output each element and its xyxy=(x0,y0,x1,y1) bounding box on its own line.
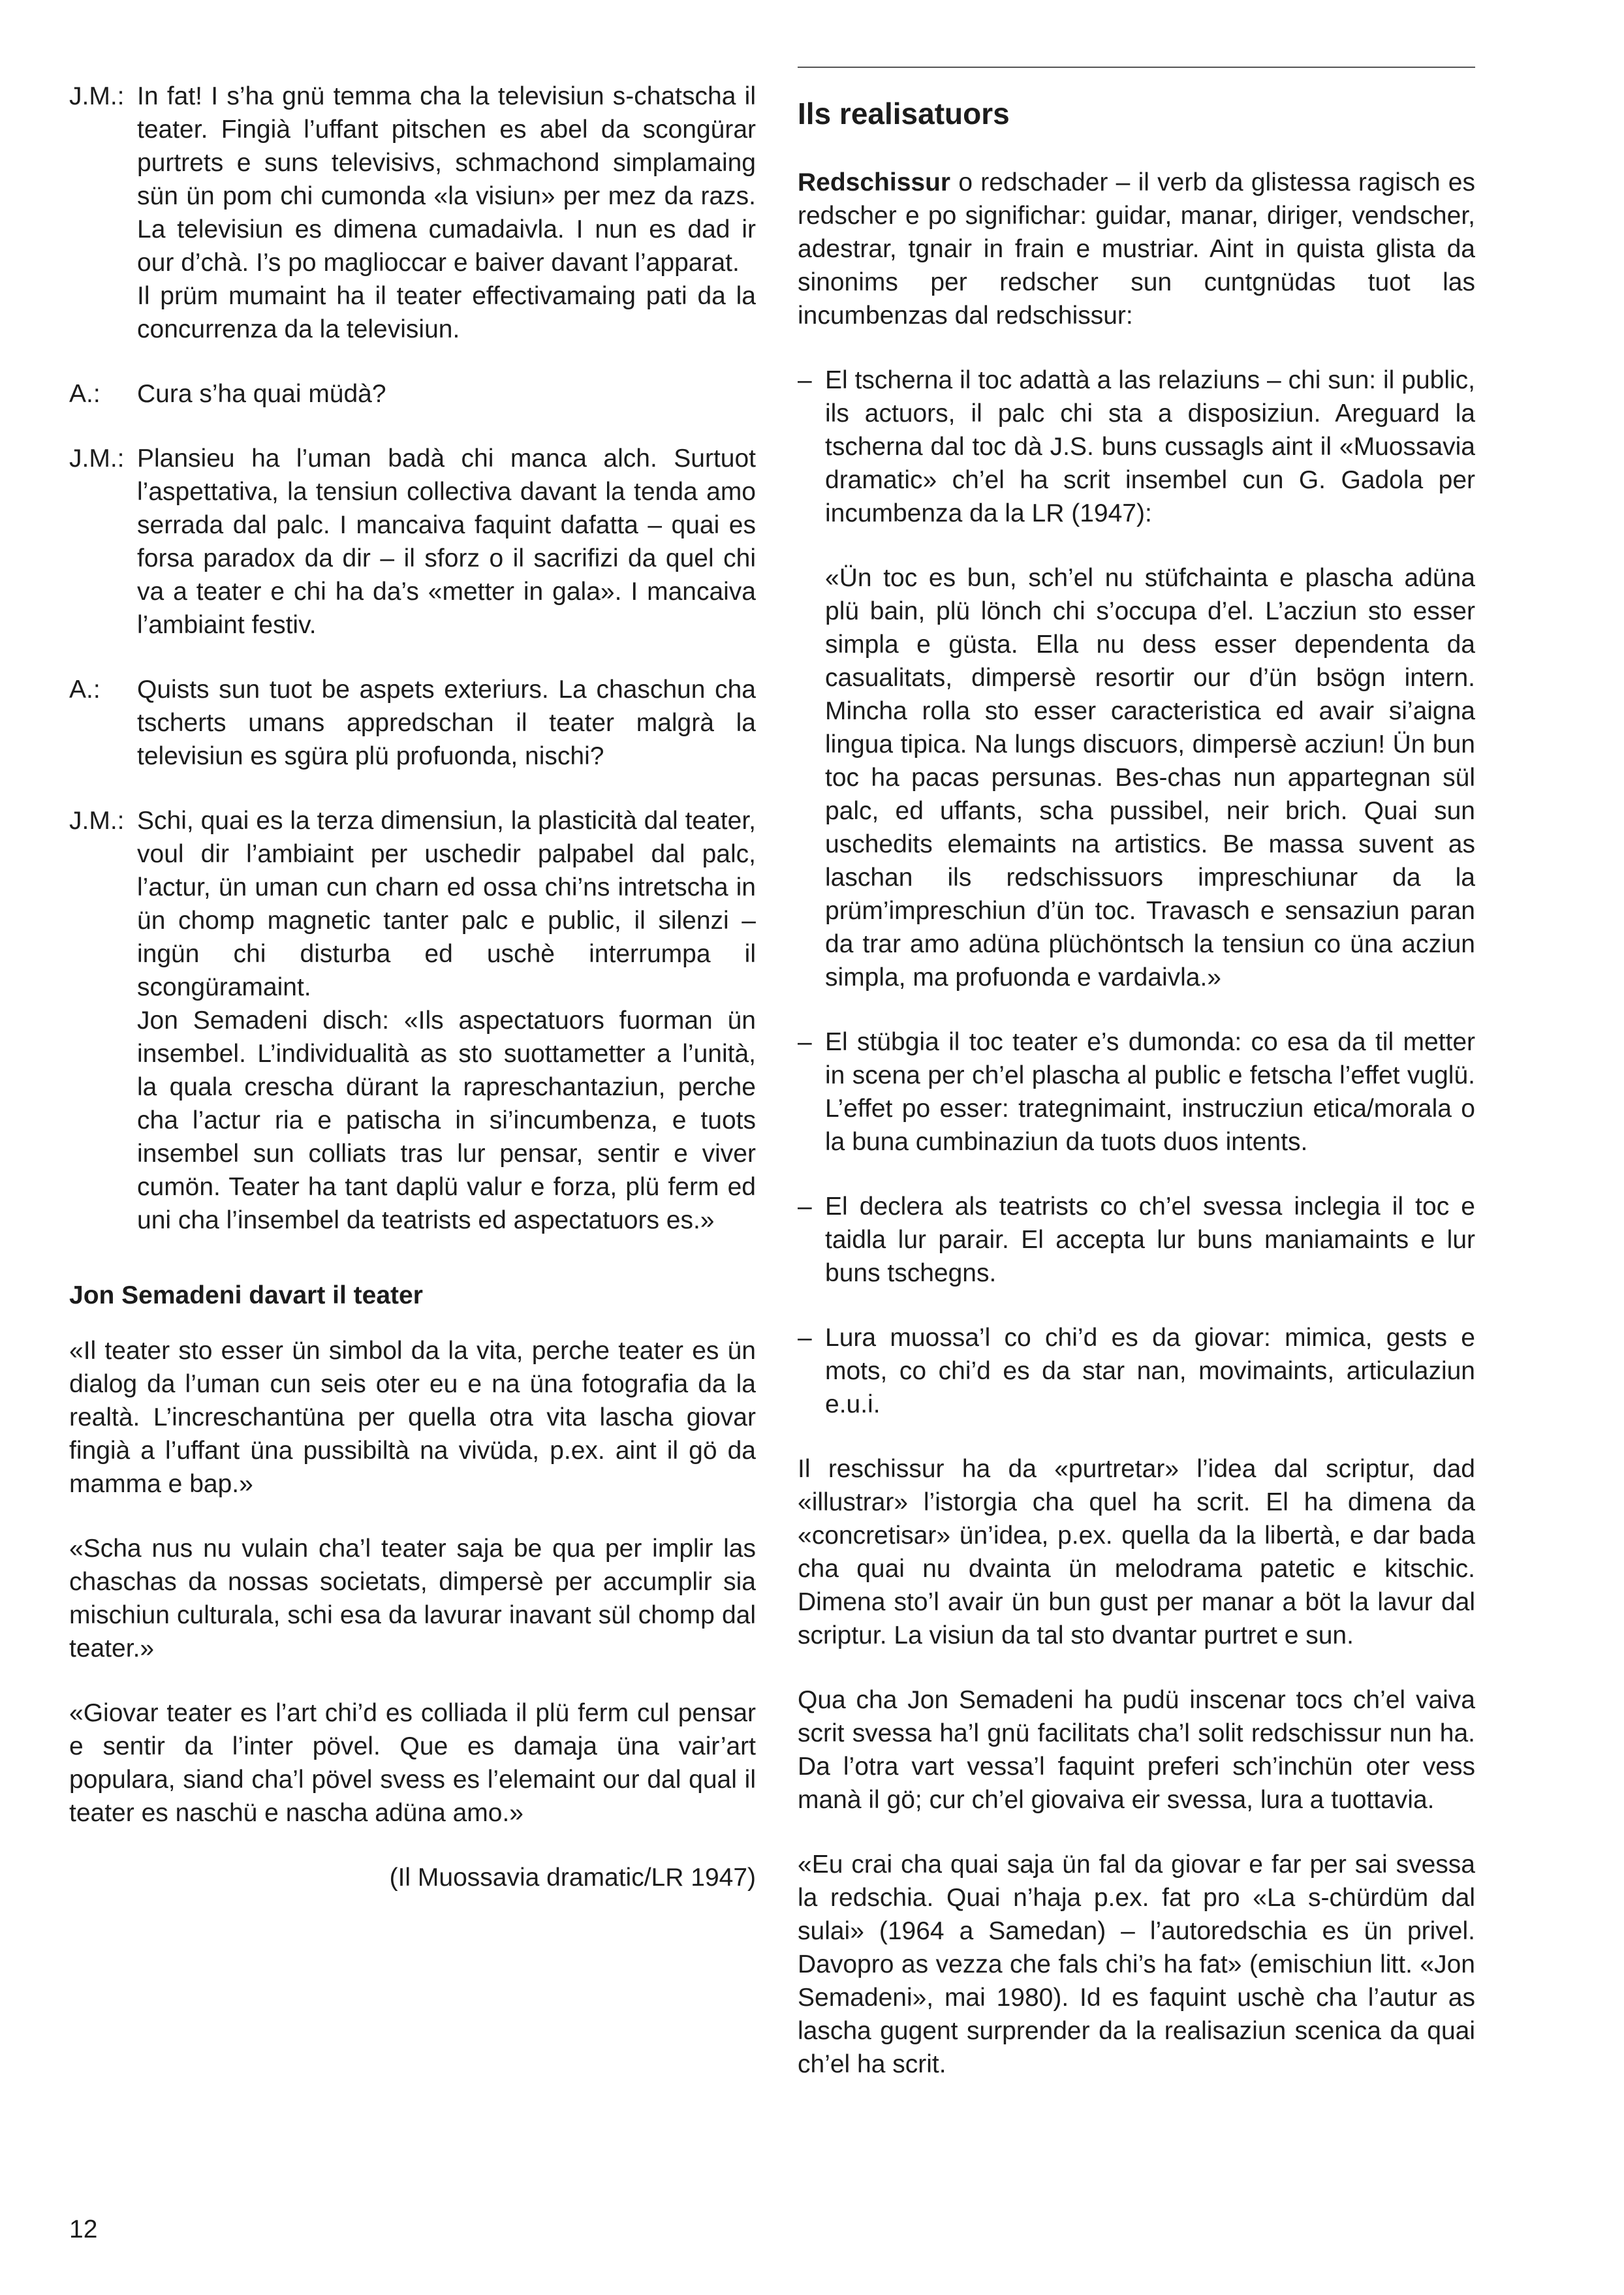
list-item-quote: «Ün toc es bun, sch’el nu stüfchainta e plascha adüna plü bain, plü lönch chi s’occupa d’el. L’acziun sto esser simpla e güsta. Ella nu dess esser dependenta da casualitats, dimpersè resortir our d’ün bsögn intern. Mincha rolla sto esser caracteristica ed avair si’aigna lingua tipica. Na lungs discuors, dimpersè acziun! Ün bun toc ha pacas persunas. Bes-chas nun appartegnan sül palc, ed uffants, scha pussibel, neir brich. Quai sun uschedits elemaints na artistics. Be massa suvent as laschan ils redschissuors impreschiunar da la prüm’impreschiun d’ün toc. Travasch e sensaziun paran da trar amo adüna plüchöntsch la tensiun co üna acziun simpla, ma profuonda e vardaivla.» xyxy=(825,564,1475,991)
dialog-paragraph: In fat! I s’ha gnü temma cha la televisiun s-chatscha il teater. Fingià l’uffant pitschen es abel da scongürar purtrets e suns televisivs, schmachond simplamaing sün ün pom chi cumonda «la visiun» per mez da razs. La televisiun es dimena cumadaivla. I nun es dad ir our d’chà. I’s po maglioccar e baiver davant l’apparat. xyxy=(137,82,756,277)
dialog-text xyxy=(137,80,756,346)
dialog-paragraph: Plansieu ha l’uman badà chi manca alch. Surtuot l’aspettativa, la tensiun collectiva davant la tenda amo serrada dal palc. I mancaiva faquint dafatta – quai es forsa paradox da dir – il sforz o il sacrifizi da quel chi va a teater e chi ha da’s «metter in gala». I mancaiva l’ambiaint festiv. xyxy=(137,445,756,639)
dialog-paragraph: Schi, quai es la terza dimensiun, la plasticità dal teater, voul dir l’ambiaint per uschedir palpabel dal palc, l’actur, ün uman cun charn ed ossa chi’ns intretscha in ün chomp magnetic tanter palc e public, il silenzi – ingün chi disturba ed uschè interrumpa il scongüramaint. xyxy=(137,807,756,1001)
dialog-entry xyxy=(69,804,756,1237)
quote-paragraph: «Giovar teater es l’art chi’d es colliada il plü ferm cul pensar e sentir da l’inter pövel. Que es damaja üna vair’art populara, siand cha’l pövel svess es l’elemaint our dal qual il teater es naschü e nascha adüna amo.» xyxy=(69,1699,756,1827)
dialog-entry xyxy=(69,442,756,642)
dash-bullet-icon: – xyxy=(798,1028,812,1056)
quote-paragraph: «Il teater sto esser ün simbol da la vita, perche teater es ün dialog da l’uman cun seis oter eu e na üna fotografia da la realtà. L’increschantüna per quella otra vita lascha giovar fingià a l’uffant üna pussibiltà na vivüda, p.ex. aint il gö da mamma e bap.» xyxy=(69,1337,756,1498)
dash-bullet-icon: – xyxy=(798,1193,812,1221)
body-paragraph: Il reschissur ha da «purtretar» l’idea dal scriptur, dad «illustrar» l’istorgia cha quel ha scrit. El ha dimena da «concretisar» ün’idea, p.ex. quella da la libertà, e dar bada cha quai nu dvainta ün melodrama patetic e kitschic. Dimena sto’l avair ün bun gust per manar a böt la lavur dal scriptur. La visiun da tal sto dvantar purtret e sun. xyxy=(798,1455,1475,1649)
speaker-label: J.M.: xyxy=(69,82,125,110)
intro-text: o redschader – il verb da glistessa ragisch es redscher e po significhar: guidar, manar, diriger, vendscher, adestrar, tgnair in frain e mustriar. Aint in quista glista da sinonims per redscher sun cuntgnüdas tuot las incumbenzas dal redschissur: xyxy=(798,168,1475,330)
dialog-paragraph: Quists sun tuot be aspets exteriurs. La chaschun cha tscherts umans appredschan il teater malgrà la televisiun es sgüra plü profuonda, nischi? xyxy=(137,676,756,770)
dialog-text xyxy=(137,673,756,773)
list-item xyxy=(798,364,1475,994)
dialog-text xyxy=(137,442,756,642)
intro-paragraph xyxy=(798,166,1475,332)
section-title: Ils realisatuors xyxy=(798,97,1010,131)
top-rule xyxy=(798,67,1475,68)
body-paragraph: Qua cha Jon Semadeni ha pudü inscenar tocs ch’el vaiva scrit svessa ha’l gnü facilitats cha’l solit redschissur nun ha. Da l’otra vart vessa’l faquint preferi sch’inchün oter vess manà il gö; cur ch’el giovaiva eir svessa, lura a tuottavia. xyxy=(798,1686,1475,1814)
section-heading: Jon Semadeni davart il teater xyxy=(69,1281,423,1309)
dialog-entry xyxy=(69,377,756,411)
dialog-text xyxy=(137,377,756,411)
list-item-text: Lura muossa’l co chi’d es da giovar: mimica, gests e mots, co chi’d es da star nan, movimaints, articulaziun e.u.i. xyxy=(825,1324,1475,1418)
left-column xyxy=(69,80,756,1894)
list-item-text: El declera als teatrists co ch’el svessa inclegia il toc e taidla lur parair. El accepta lur buns maniamaints e lur buns tschegns. xyxy=(825,1193,1475,1287)
speaker-label: A.: xyxy=(69,380,101,408)
speaker-label: J.M.: xyxy=(69,445,125,473)
source-citation: (Il Muossavia dramatic/LR 1947) xyxy=(389,1864,756,1892)
dialog-paragraph: Il prüm mumaint ha il teater effectivamaing pati da la concurrenza da la televisiun. xyxy=(137,282,756,343)
list-item-body xyxy=(825,1321,1475,1421)
dash-bullet-icon: – xyxy=(798,366,812,394)
quote-paragraph: «Scha nus nu vulain cha’l teater saja be qua per implir las chaschas da nossas societats, dimpersè per accumplir sia mischiun culturala, schi esa da lavurar inavant sül chomp dal teater.» xyxy=(69,1535,756,1663)
speaker-label: A.: xyxy=(69,676,101,704)
dialog-entry xyxy=(69,80,756,346)
list-item-text: El stübgia il toc teater e’s dumonda: co esa da til metter in scena per ch’el plascha al public e fetscha l’effet vuglü. L’effet po esser: trategnimaint, instrucziun etica/morala o la buna cumbinaziun da tuots duos intents. xyxy=(825,1028,1475,1156)
body-paragraph: «Eu crai cha quai saja ün fal da giovar e far per sai svessa la redschia. Quai n’haja p.ex. fat pro «La s-chürdüm dal sulai» (1964 a Samedan) – l’autoredschia es ün privel. Davopro as vezza che fals chi’s ha fat» (emischiun litt. «Jon Semadeni», mai 1980). Id es faquint uschè cha l’autur as lascha gugent surprender da la realisaziun scenica da quai ch’el ha scrit. xyxy=(798,1850,1475,2078)
page-number: 12 xyxy=(69,2215,98,2243)
intro-lead-term: Redschissur xyxy=(798,168,951,196)
list-item-body xyxy=(825,1190,1475,1290)
dialog-paragraph: Cura s’ha quai müdà? xyxy=(137,380,386,408)
list-item xyxy=(798,1190,1475,1290)
list-item xyxy=(798,1025,1475,1159)
list-item-body xyxy=(825,364,1475,994)
dialog-entry xyxy=(69,673,756,773)
list-item xyxy=(798,1321,1475,1421)
list-item-text: El tscherna il toc adattà a las relaziuns – chi sun: il public, ils actuors, il palc chi sta a disposiziun. Areguard la tscherna dal toc dà J.S. buns cussagls aint il «Muossavia dramatic» ch’el ha scrit insembel cun G. Gadola per incumbenza da la LR (1947): xyxy=(825,366,1475,527)
dialog-paragraph: Jon Semadeni disch: «Ils aspectatuors fuorman ün insembel. L’individualità as sto suottametter a l’unità, la quala crescha dürant la rapreschantaziun, perche cha l’actur ria e patischa in si’incumbenza, e tuots insembel sun colliats tras lur pensar, sentir e viver cumön. Teater ha tant daplü valur e forza, plü ferm ed uni cha l’insembel da teatrists ed aspectatuors es.» xyxy=(137,1007,756,1234)
right-column xyxy=(798,67,1475,2112)
dialog-text xyxy=(137,804,756,1237)
list-item-body xyxy=(825,1025,1475,1159)
dash-bullet-icon: – xyxy=(798,1324,812,1352)
speaker-label: J.M.: xyxy=(69,807,125,835)
